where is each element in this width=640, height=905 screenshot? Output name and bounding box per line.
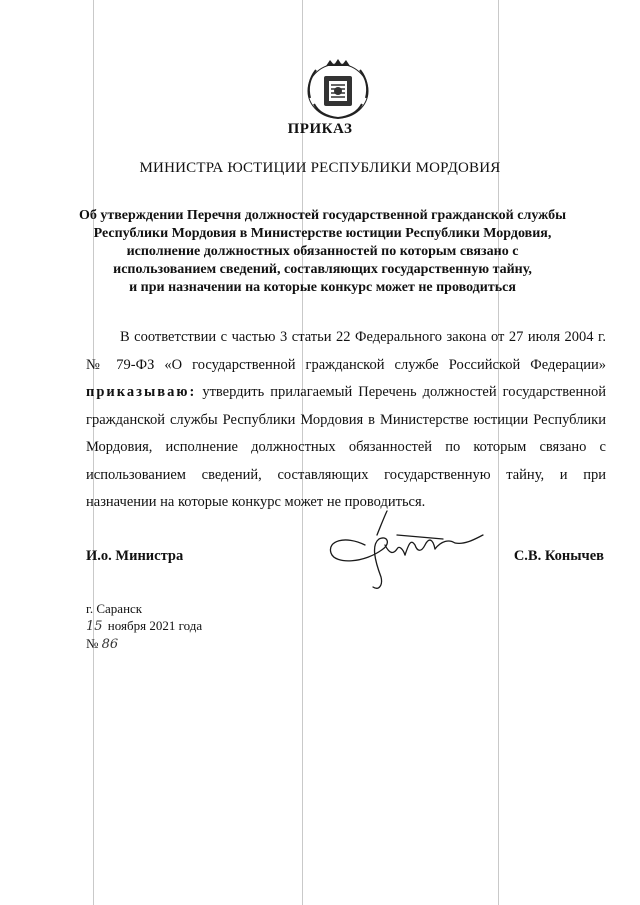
signer-name: С.В. Конычев (513, 548, 604, 564)
signer-position: И.о. Министра (86, 548, 184, 564)
subject-line: использованием сведений, составляющих государственную тайну, (113, 262, 532, 277)
order-number (86, 635, 202, 653)
order-keyword: приказываю: (86, 384, 197, 400)
coat-of-arms-icon (300, 58, 376, 122)
handwritten-signature (325, 505, 485, 593)
body-text-part: утвердить прилагаемый Перечень должностей государственной гражданской службы Республики Мордовия в Министерстве юстиции Республики Мордовия, исполнение должностных обязанностей по которым связано с использованием сведений, составляющих государственную тайну, и при назначении на которые конкурс может не проводиться. (86, 384, 606, 510)
issue-date (86, 617, 202, 635)
subject-line: Республики Мордовия в Министерстве юстиции Республики Мордовия, (93, 226, 552, 241)
order-number-label: № (86, 636, 99, 651)
subject-heading (60, 207, 585, 297)
order-body (86, 324, 606, 517)
body-text-part: В соответствии с частью 3 статьи 22 Федерального закона от 27 июля 2004 г. № 79-ФЗ «О государственной гражданской службе Российской Федерации» (86, 329, 606, 373)
subject-line: и при назначении на которые конкурс может не проводиться (129, 280, 516, 295)
document-title: ПРИКАЗ (287, 121, 353, 137)
issue-date-day: 15 (86, 619, 103, 634)
issuer-heading: МИНИСТРА ЮСТИЦИИ РЕСПУБЛИКИ МОРДОВИЯ (139, 160, 501, 176)
subject-line: Об утверждении Перечня должностей государственной гражданской службы (78, 208, 567, 223)
order-number-value: 86 (101, 637, 119, 652)
document-footer (86, 600, 202, 653)
subject-line: исполнение должностных обязанностей по которым связано с (126, 244, 519, 259)
issue-city: г. Саранск (86, 601, 143, 616)
issue-date-rest: ноября 2021 года (107, 618, 203, 633)
